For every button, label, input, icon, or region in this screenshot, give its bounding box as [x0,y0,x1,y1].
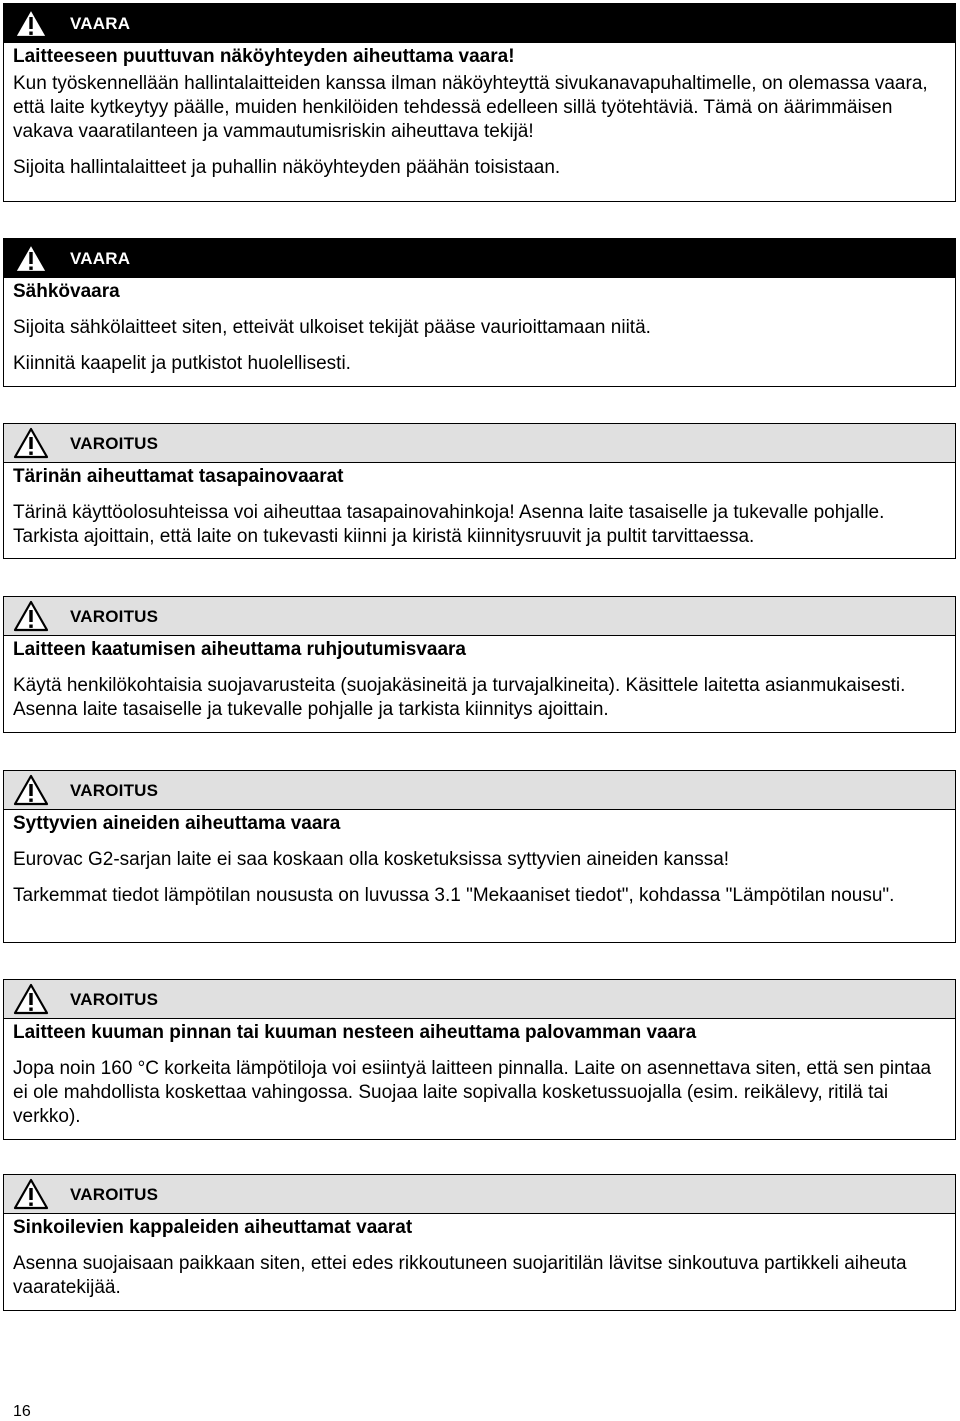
box-level: VAROITUS [70,781,159,800]
warning-box-vibration [3,423,956,559]
box-header [4,4,955,43]
danger-box-electrical [3,238,956,387]
box-level: VAARA [70,249,131,268]
box-paragraph: Kun työskennellään hallintalaitteiden kanssa ilman näköyhteyttä sivukanavapuhaltimelle, on olemassa vaara, että laite kytkeytyy päälle, muiden henkilöiden tehdessä edelleen sillä työtehtäviä. Tämä on äärimmäisen vakava vaaratilanteen ja vammautumisriskin aiheuttava tekijä! [13,73,928,142]
warning-triangle-icon [13,242,49,274]
page-number: 16 [13,1403,31,1420]
danger-box-line-of-sight [3,3,956,202]
box-level: VAROITUS [70,1185,159,1204]
box-title: Syttyvien aineiden aiheuttama vaara [13,813,341,834]
warning-box-hot-surface [3,979,956,1140]
box-header [4,980,955,1019]
warning-triangle-icon [13,983,49,1015]
warning-box-tipping [3,596,956,733]
box-level: VAROITUS [70,990,159,1009]
box-paragraph: Kiinnitä kaapelit ja putkistot huolellisesti. [13,353,351,374]
box-paragraph: Käytä henkilökohtaisia suojavarusteita (suojakäsineitä ja turvajalkineita). Käsittele laitetta asianmukaisesti. Asenna laite tasaiselle ja tukevalle pohjalle ja tarkista kiinnitys ajoittain. [13,675,906,720]
warning-box-projectiles [3,1174,956,1311]
box-paragraph: Tärinä käyttöolosuhteissa voi aiheuttaa tasapainovahinkoja! Asenna laite tasaiselle ja tukevalle pohjalle. Tarkista ajoittain, että laite on tukevasti kiinni ja kiristä kiinnitysruuvit ja pultit tarvittaessa. [13,502,885,547]
box-level: VAROITUS [70,607,159,626]
box-paragraph: Asenna suojaisaan paikkaan siten, ettei edes rikkoutuneen suojaritilän lävitse sinkoutuva partikkeli aiheuta vaaratekijää. [13,1253,907,1298]
box-title: Laitteen kaatumisen aiheuttama ruhjoutumisvaara [13,639,466,660]
box-title: Tärinän aiheuttamat tasapainovaarat [13,466,344,487]
box-paragraph: Sijoita sähkölaitteet siten, etteivät ulkoiset tekijät pääse vaurioittamaan niitä. [13,317,651,338]
box-paragraph: Tarkemmat tiedot lämpötilan noususta on luvussa 3.1 "Mekaaniset tiedot", kohdassa "Lämpötilan nousu". [13,885,895,906]
warning-triangle-icon [13,427,49,459]
warning-triangle-icon [13,600,49,632]
box-paragraph: Jopa noin 160 °C korkeita lämpötiloja voi esiintyä laitteen pinnalla. Laite on asennettava siten, että sen pintaa ei ole mahdollista koskettaa vahingossa. Suojaa laite sopivalla kosketussuojalla (esim. reikälevy, ritilä tai verkko). [13,1058,932,1127]
box-title: Laitteen kuuman pinnan tai kuuman nesteen aiheuttama palovamman vaara [13,1022,697,1043]
box-title: Laitteeseen puuttuvan näköyhteyden aiheuttama vaara! [13,46,515,67]
box-level: VAROITUS [70,434,159,453]
box-header [4,424,955,463]
box-header [4,1175,955,1214]
box-header [4,239,955,278]
box-paragraph: Sijoita hallintalaitteet ja puhallin näköyhteyden päähän toisistaan. [13,157,561,178]
warning-box-flammable [3,770,956,943]
box-title: Sähkövaara [13,281,120,302]
box-paragraph: Eurovac G2-sarjan laite ei saa koskaan olla kosketuksissa syttyvien aineiden kanssa! [13,849,730,870]
warning-triangle-icon [13,7,49,39]
warning-triangle-icon [13,774,49,806]
box-level: VAARA [70,14,131,33]
box-header [4,771,955,810]
box-header [4,597,955,636]
warning-triangle-icon [13,1178,49,1210]
box-title: Sinkoilevien kappaleiden aiheuttamat vaarat [13,1217,413,1238]
